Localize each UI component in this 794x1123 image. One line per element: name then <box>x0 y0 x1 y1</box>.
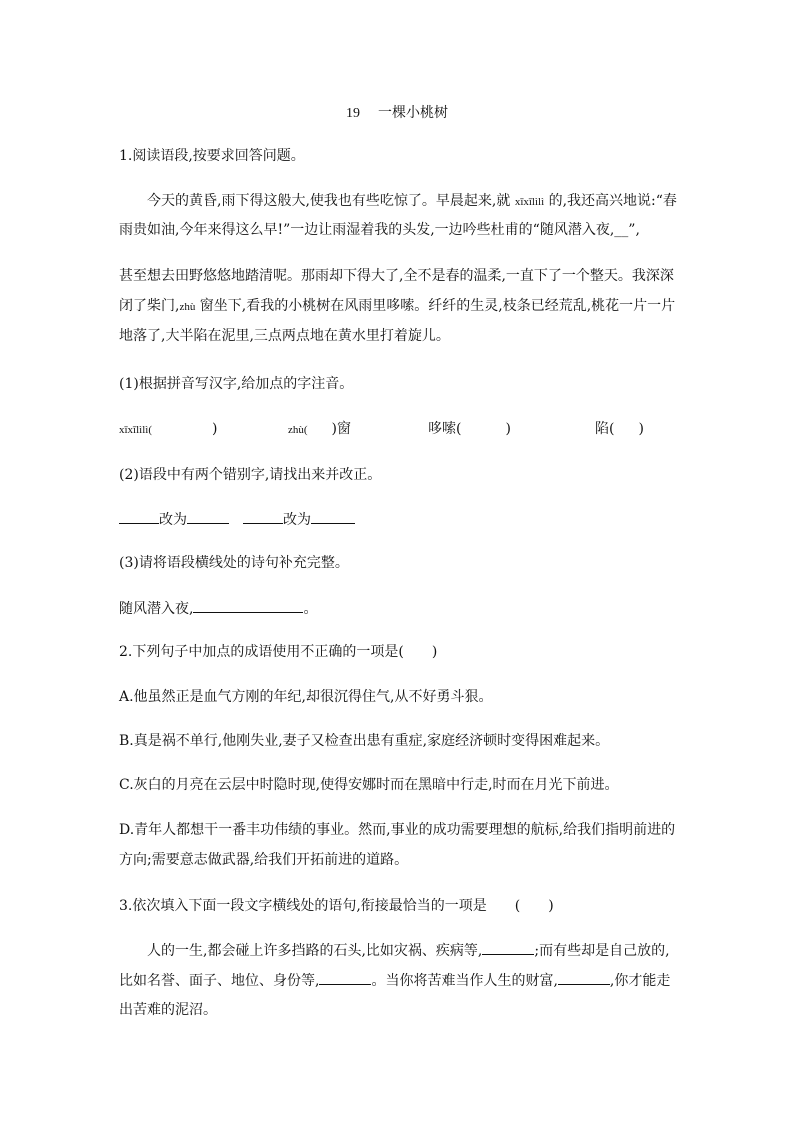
sub1-item-3: 哆嗦( ) <box>428 421 511 437</box>
q2-option-b: B.真是祸不单行,他刚失业,妻子又检查出患有重症,家庭经济顿时变得困难起来。 <box>119 733 610 749</box>
answer-blank[interactable] <box>187 509 229 524</box>
answer-blank[interactable] <box>193 598 303 613</box>
answer-blank[interactable] <box>558 970 610 985</box>
answer-blank[interactable] <box>119 509 159 524</box>
sub1-item-1: xīxīlìlì( ) <box>119 421 218 437</box>
q3-passage-line-1: 人的一生,都会碰上许多挡路的石头,比如灾祸、疾病等, ;而有些却是自己放的, <box>147 940 670 961</box>
q3-passage-line-2: 比如名誉、面子、地位、身份等, 。当你将苦难当作人生的财富, ,你才能走 <box>119 970 670 991</box>
q3-heading: 3.依次填入下面一段文字横线处的语句,衔接最恰当的一项是 ( ) <box>119 898 554 914</box>
sub2-answer-line: 改为 改为 <box>119 509 355 530</box>
sub1-item-2: zhù( )窗 <box>288 421 352 437</box>
q2-option-a: A.他虽然正是血气方刚的年纪,却很沉得住气,从不好勇斗狠。 <box>119 689 493 705</box>
passage-line-4: 闭了柴门,zhù 窗坐下,看我的小桃树在风雨里哆嗦。纤纤的生灵,枝条已经荒乱,桃花一片一片 <box>119 298 676 314</box>
page-title <box>0 103 794 124</box>
sub3-answer-line: 随风潜入夜, 。 <box>119 598 317 619</box>
sub3-prompt: (3)请将语段横线处的诗句补充完整。 <box>119 555 349 571</box>
q2-option-d-line-1: D.青年人都想干一番丰功伟绩的事业。然而,事业的成功需要理想的航标,给我们指明前进的 <box>119 822 676 838</box>
passage-line-3: 甚至想去田野悠悠地踏清呢。那雨却下得大了,全不是春的温柔,一直下了一个整天。我深深 <box>119 268 674 284</box>
sub1-prompt: (1)根据拼音写汉字,给加点的字注音。 <box>119 376 354 392</box>
q3-passage-line-3: 出苦难的泥沼。 <box>119 1002 217 1018</box>
sub1-item-4: 陷( ) <box>595 421 644 437</box>
lesson-title: 一棵小桃树 <box>378 105 448 121</box>
pinyin-zhu: zhù <box>179 301 196 313</box>
passage-line-1: 今天的黄昏,雨下得这般大,使我也有些吃惊了。早晨起来,就 xīxīlìlì 的,我还高兴地说:“春 <box>147 193 677 209</box>
q2-heading: 2.下列句子中加点的成语使用不正确的一项是( ) <box>119 644 438 660</box>
sub2-prompt: (2)语段中有两个错别字,请找出来并改正。 <box>119 467 382 483</box>
answer-blank[interactable] <box>482 940 534 955</box>
q2-option-d-line-2: 方向;需要意志做武器,给我们开拓前进的道路。 <box>119 852 409 868</box>
q2-option-c: C.灰白的月亮在云层中时隐时现,使得安娜时而在黑暗中行走,时而在月光下前进。 <box>119 777 619 793</box>
answer-blank[interactable] <box>311 509 355 524</box>
answer-blank[interactable] <box>243 509 283 524</box>
answer-blank[interactable] <box>319 970 371 985</box>
pinyin-xixilili: xīxīlìlì <box>514 196 545 208</box>
passage-line-2: 雨贵如油,今年来得这么早!”一边让雨湿着我的头发,一边吟些杜甫的“随风潜入夜,__”, <box>119 222 640 238</box>
q1-heading: 1.阅读语段,按要求回答问题。 <box>119 148 305 164</box>
lesson-number: 19 <box>346 106 360 121</box>
passage-line-5: 地落了,大半陷在泥里,三点两点地在黄水里打着旋儿。 <box>119 328 450 344</box>
